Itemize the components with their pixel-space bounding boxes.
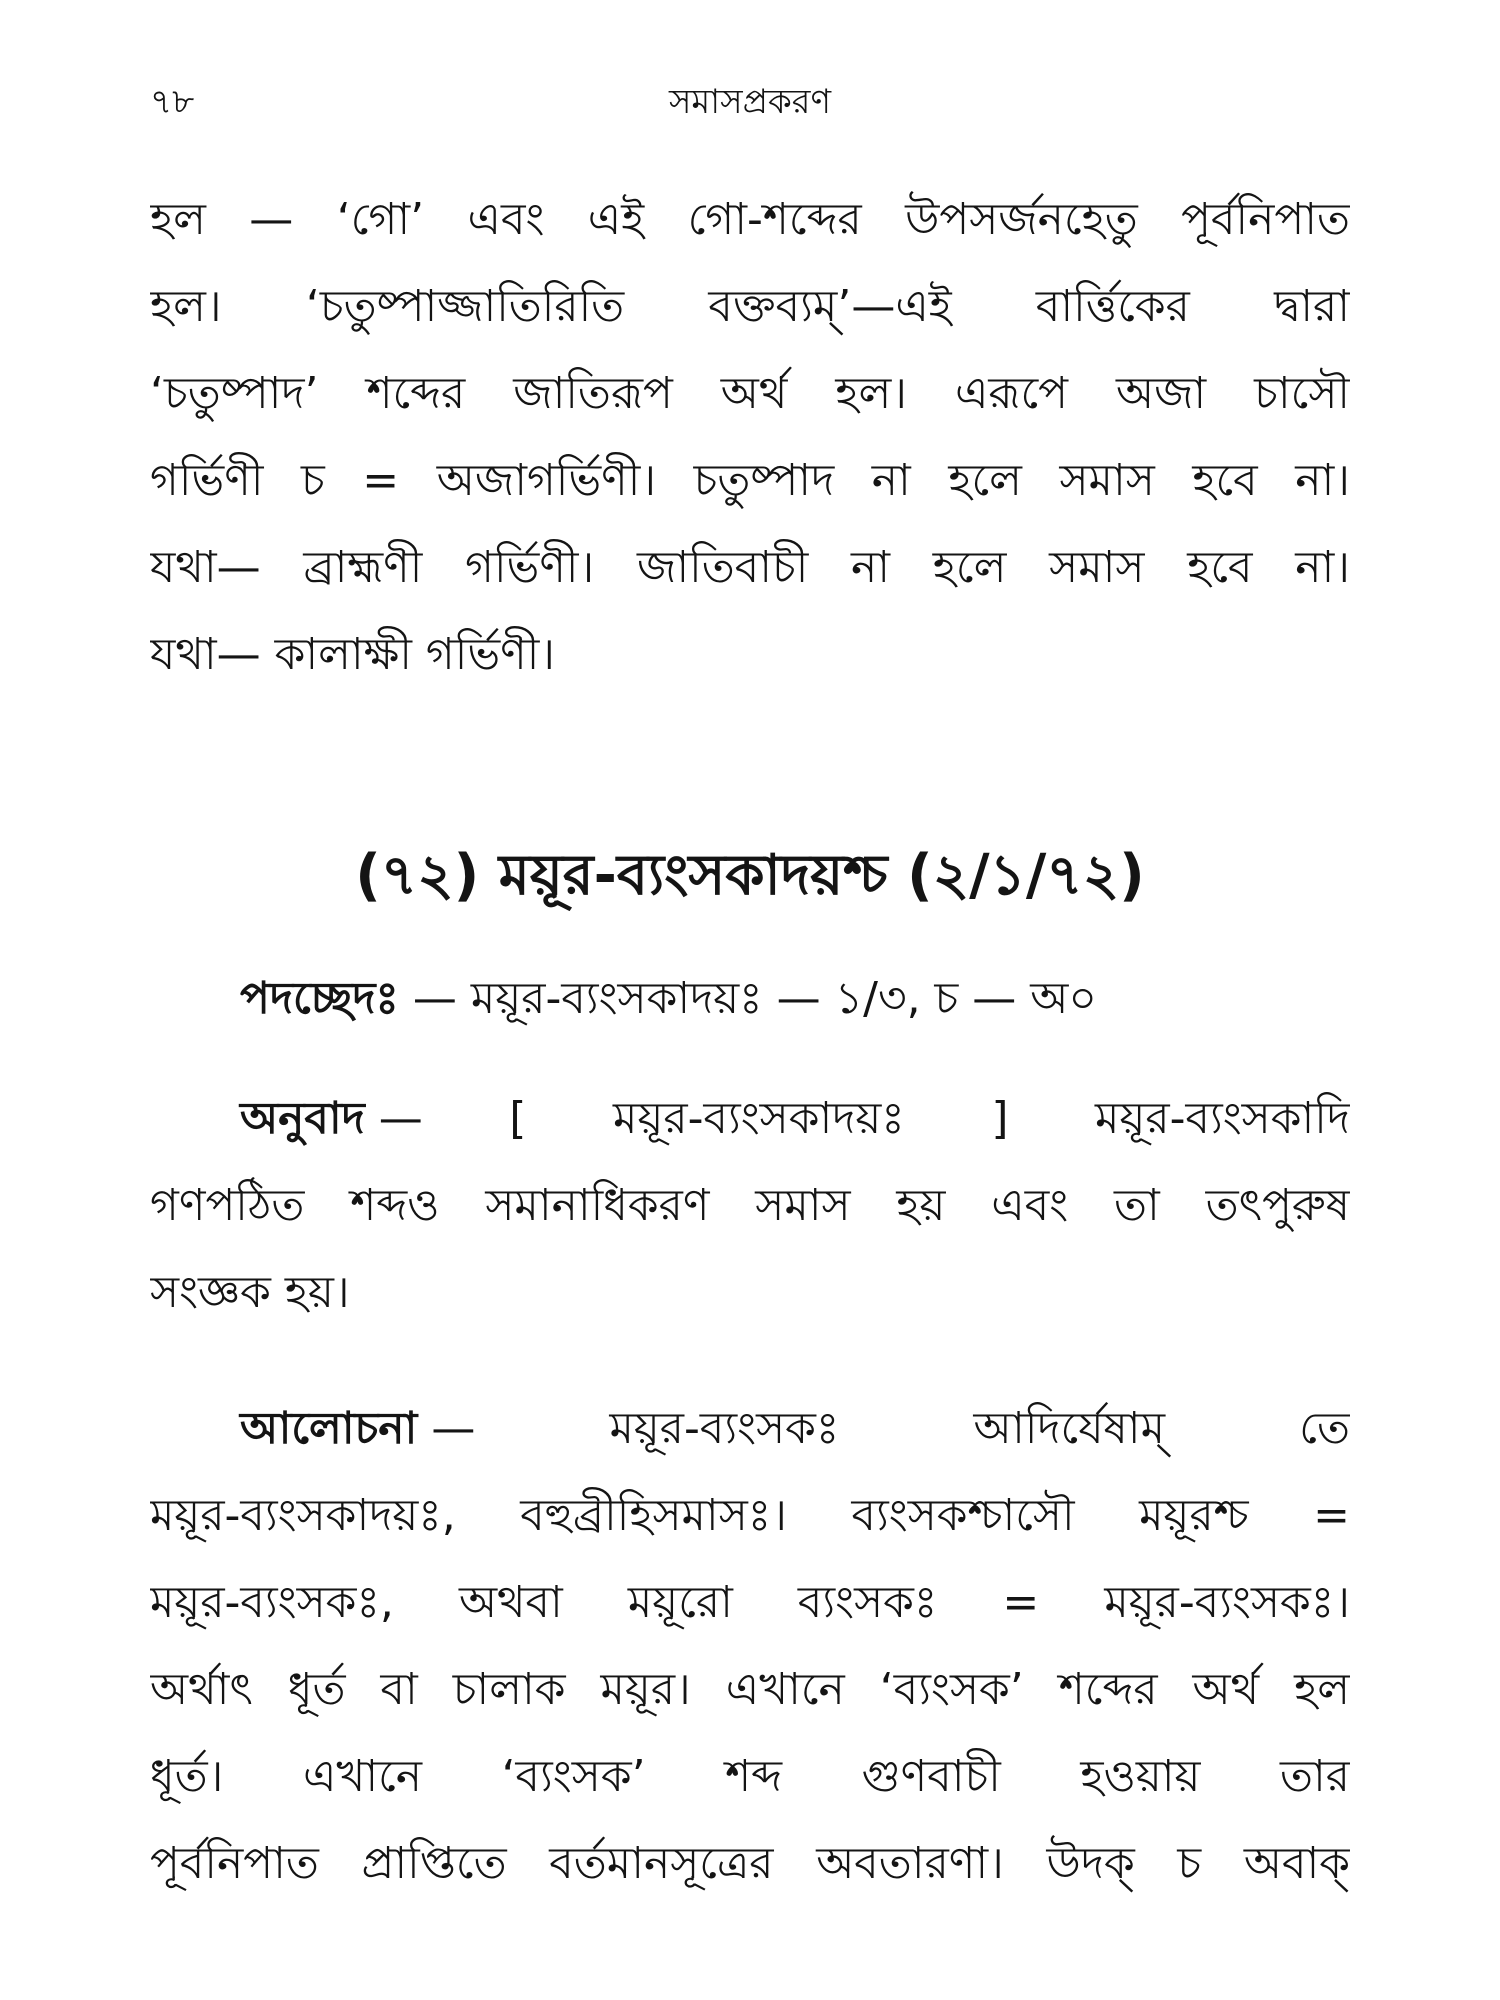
- text-line: ধূর্ত। এখানে ‘ব্যংসক’ শব্দ গুণবাচী হওয়ায় তার: [150, 1751, 1350, 1802]
- alochana-label: আলোচনা: [240, 1403, 418, 1454]
- alochana-first-line: [150, 1385, 1350, 1472]
- text-line: হল — ‘গো’ এবং এই গো-শব্দের উপসর্জনহেতু পূর্বনিপাত: [150, 194, 1350, 245]
- alochana-first-text: — ময়ূর-ব্যংসকঃ আদির্যেষাম্ তে: [431, 1403, 1350, 1454]
- text-line: হল। ‘চতুষ্পাজ্জাতিরিতি বক্তব্যম্’—এই বার্ত্তিকের দ্বারা: [150, 281, 1350, 332]
- text-line: অর্থাৎ ধূর্ত বা চালাক ময়ূর। এখানে ‘ব্যংসক’ শব্দের অর্থ হল: [150, 1664, 1350, 1715]
- intro-paragraph: [150, 176, 1350, 698]
- page-header: [150, 72, 1350, 132]
- padaccheda-label: পদচ্ছেদঃ: [240, 973, 399, 1024]
- text-line: গর্ভিণী চ = অজাগর্ভিণী। চতুষ্পাদ না হলে সমাস হবে না।: [150, 455, 1350, 506]
- text-line: ময়ূর-ব্যংসকাদয়ঃ, বহুব্রীহিসমাসঃ। ব্যংসকশ্চাসৌ ময়ূরশ্চ =: [150, 1490, 1350, 1541]
- padaccheda-text: — ময়ূর-ব্যংসকাদয়ঃ — ১/৩, চ — অ০: [412, 973, 1097, 1024]
- anubad-paragraph: [150, 1075, 1350, 1336]
- text-line: গণপঠিত শব্দও সমানাধিকরণ সমাস হয় এবং তা তৎপুরুষ: [150, 1180, 1350, 1231]
- text-line: ‘চতুষ্পাদ’ শব্দের জাতিরূপ অর্থ হল। এরূপে অজা চাসৌ: [150, 368, 1350, 419]
- padaccheda-paragraph: [150, 955, 1350, 1042]
- anubad-label: অনুবাদ: [240, 1093, 365, 1144]
- anubad-first-line: [150, 1075, 1350, 1162]
- text-line: যথা— ব্রাহ্মণী গর্ভিণী। জাতিবাচী না হলে সমাস হবে না।: [150, 542, 1350, 593]
- text-line: যথা— কালাক্ষী গর্ভিণী।: [150, 629, 556, 680]
- sutra-heading: (৭২) ময়ূর-ব্যংসকাদয়শ্চ (২/১/৭২): [355, 843, 1145, 908]
- running-head: সমাসপ্রকরণ: [668, 82, 832, 122]
- page-number: ৭৮: [150, 82, 195, 122]
- anubad-first-text: — [ ময়ূর-ব্যংসকাদয়ঃ ] ময়ূর-ব্যংসকাদি: [378, 1093, 1350, 1144]
- padaccheda-line: [150, 955, 1350, 1042]
- text-line: সংজ্ঞক হয়।: [150, 1267, 350, 1318]
- text-line: ময়ূর-ব্যংসকঃ, অথবা ময়ূরো ব্যংসকঃ = ময়ূর-ব্যংসকঃ।: [150, 1577, 1350, 1628]
- text-line: পূর্বনিপাত প্রাপ্তিতে বর্তমানসূত্রের অবতারণা। উদক্ চ অবাক্: [150, 1838, 1350, 1889]
- alochana-paragraph: [150, 1385, 1350, 1907]
